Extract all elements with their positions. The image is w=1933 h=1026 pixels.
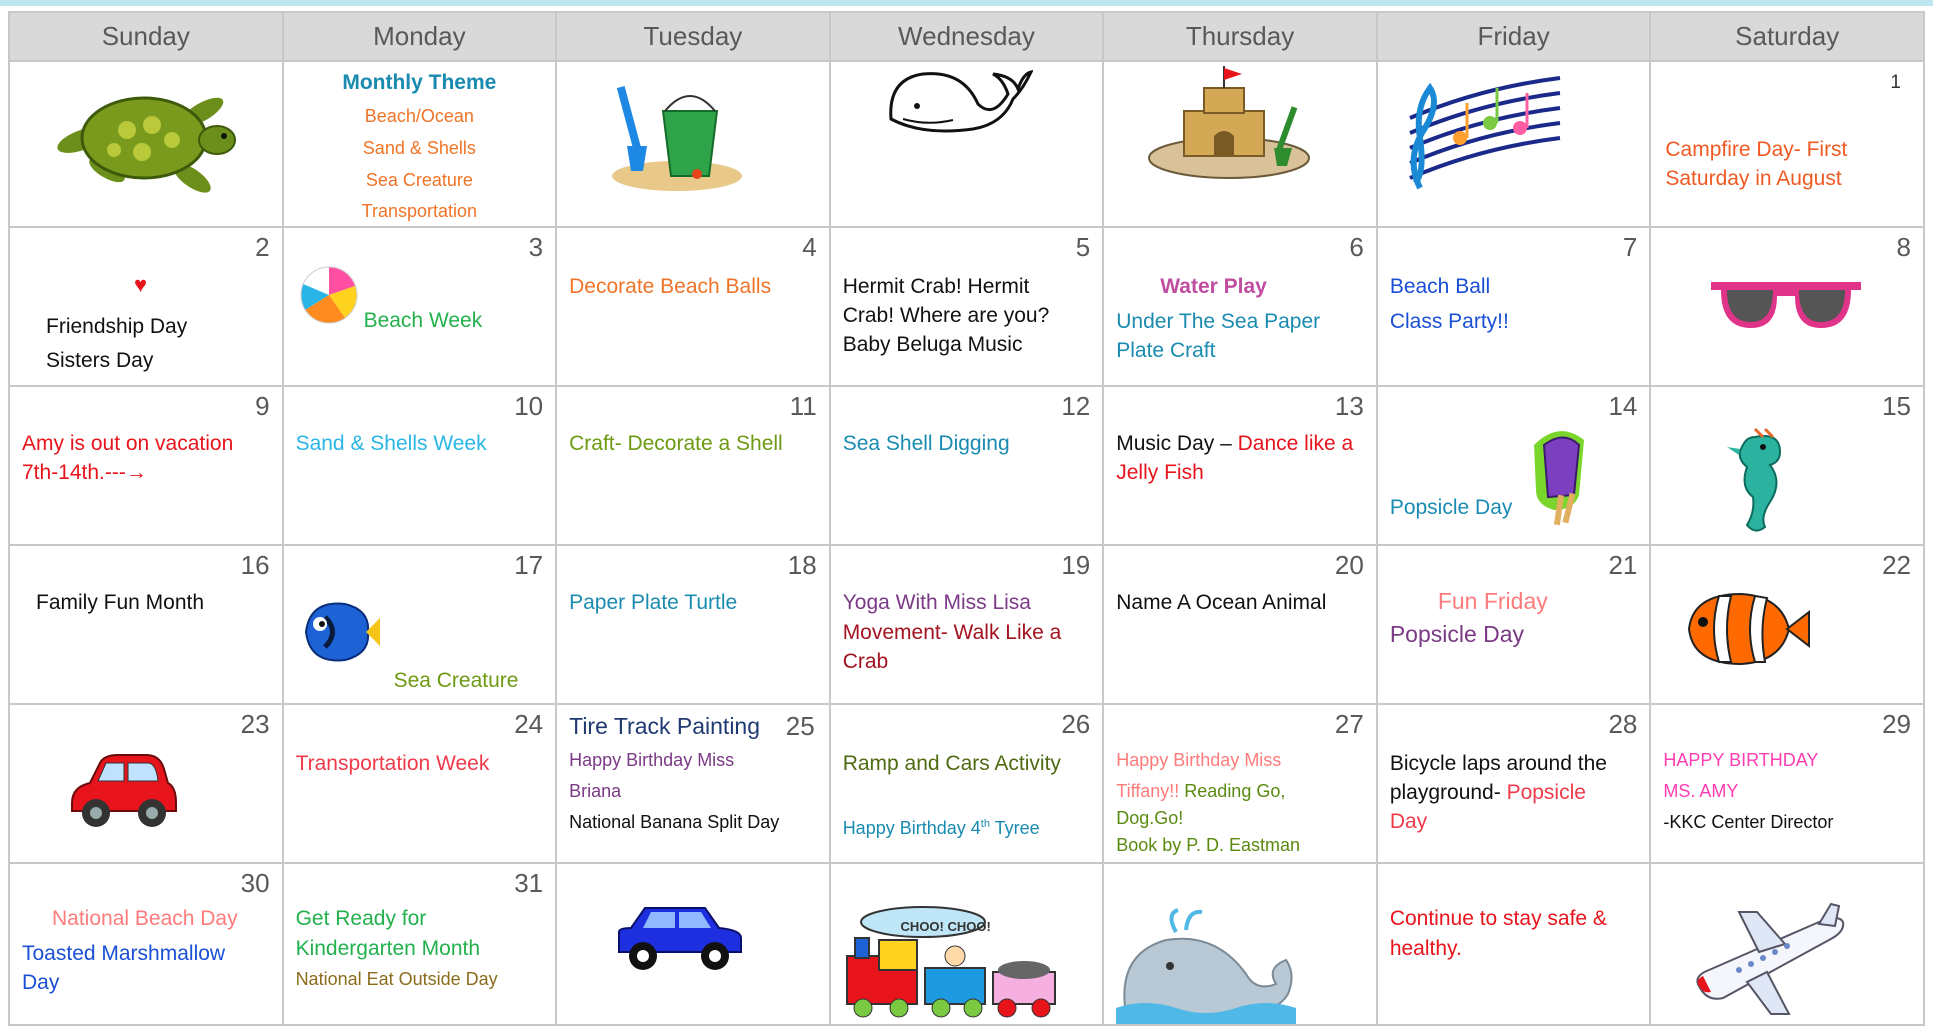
day-cell [9,704,283,863]
ordinal-suffix: th [980,818,990,830]
day-number: 19 [1061,550,1091,580]
header-tuesday: Tuesday [556,12,830,61]
event-text: MS. AMY [1663,781,1739,801]
event-text: Beach Ball [1389,275,1491,298]
sand-bucket-icon [605,76,745,196]
event-text-part: Reading Go, [1184,781,1286,801]
event-text: National Beach Day [52,907,238,930]
day-number: 7 [1622,232,1638,262]
event-text: Beach Week [363,309,483,332]
day-number: 9 [255,391,270,421]
event-text: Toasted Marshmallow [22,942,226,965]
day-cell [556,386,830,545]
event-text: Class Party!! [1389,310,1509,333]
day-cell [1103,545,1377,704]
day-cell [1650,386,1924,545]
day-cell [1103,227,1377,386]
music-notes-icon [1390,68,1570,198]
event-text: Under The Sea Paper [1116,310,1321,333]
event-text: Transportation Week [295,752,490,775]
event-text: National Banana Split Day [569,812,780,832]
blue-car-icon [615,902,745,976]
sunglasses-icon [1711,276,1861,332]
day-cell [830,61,1104,227]
day-cell [830,545,1104,704]
event-text: Crab [842,650,889,673]
event-text: Happy Birthday Miss [569,750,735,770]
event-text: Kindergarten Month [295,937,481,960]
week-row-6 [9,863,1924,1025]
event-text: Campfire Day- First [1665,138,1848,161]
week-row-5 [9,704,1924,863]
event-text-part: Music Day – [1116,432,1238,455]
header-friday: Friday [1377,12,1651,61]
airplane-icon [1689,902,1849,1022]
day-cell [283,227,557,386]
day-cell [283,704,557,863]
day-cell [1650,704,1924,863]
day-number: 11 [789,391,817,421]
day-cell [1650,545,1924,704]
event-text [1390,778,1586,808]
event-text: Friendship Day [46,315,188,338]
heart-icon: ♥ [134,272,148,297]
day-cell [830,227,1104,386]
event-text-part: Tyree [989,818,1040,838]
event-text: Bicycle laps around the [1389,752,1607,775]
clownfish-icon [1681,584,1811,674]
event-text: Family Fun Month [36,591,205,614]
day-number: 30 [240,868,270,898]
event-text [843,809,1040,843]
event-text: Jelly Fish [1116,461,1204,484]
day-cell [283,61,557,227]
day-cell [283,386,557,545]
header-wednesday: Wednesday [830,12,1104,61]
event-text: Sisters Day [46,349,154,372]
day-cell [1103,704,1377,863]
day-cell [830,863,1104,1025]
day-cell [1377,704,1651,863]
event-text: -KKC Center Director [1663,812,1834,832]
day-number: 18 [787,550,817,580]
sand-castle-icon [1144,66,1324,186]
day-number: 10 [514,391,544,421]
day-cell [1650,61,1924,227]
day-cell [1103,386,1377,545]
red-car-icon [68,747,178,833]
event-title: Fun Friday [1437,588,1548,614]
event-text: Briana [569,781,622,801]
week-row-2 [9,227,1924,386]
event-text: Continue to stay safe & [1389,907,1607,930]
day-number: 31 [514,868,544,898]
event-text-part: Happy Birthday 4 [842,818,981,838]
event-text: Plate Craft [1116,339,1216,362]
day-cell [830,704,1104,863]
weekday-header [9,12,1924,61]
event-text: Baby Beluga Music [842,333,1023,356]
event-text [1116,429,1353,459]
day-cell [283,863,557,1025]
event-text: Sea Shell Digging [842,432,1010,455]
week-row-4 [9,545,1924,704]
event-text: Paper Plate Turtle [569,591,738,614]
day-cell [556,227,830,386]
event-text: Ramp and Cars Activity [842,752,1061,775]
day-number: 26 [1061,709,1091,739]
day-number: 21 [1608,550,1638,580]
event-text-part: playground- [1389,781,1507,804]
day-number: 2 [255,232,270,262]
event-text: Amy is out on vacation [22,432,234,455]
event-text: Sea Creature [393,669,519,692]
day-number: 23 [240,709,270,739]
day-cell [1377,545,1651,704]
day-cell [1103,863,1377,1025]
monthly-theme-title: Monthly Theme [342,71,497,94]
day-cell [1103,61,1377,227]
day-number: 8 [1896,232,1911,262]
header-sunday: Sunday [9,12,283,61]
header-thursday: Thursday [1103,12,1377,61]
popsicle-icon [1524,425,1594,529]
day-number: 3 [528,232,544,262]
day-number: 16 [240,550,270,580]
day-number: 6 [1349,232,1364,262]
day-number: 13 [1334,391,1364,421]
event-text-part: Dance like a [1237,432,1354,455]
day-number: 4 [802,232,817,262]
theme-item: Beach/Ocean [364,106,474,126]
header-saturday: Saturday [1650,12,1924,61]
day-cell [1377,863,1651,1025]
week-row-1 [9,61,1924,227]
train-speech-label: CHOO! CHOO! [900,919,991,934]
event-text: Dog.Go! [1116,808,1184,828]
event-text: Day [1389,810,1428,833]
event-text: healthy. [1389,937,1462,960]
day-number: 12 [1061,391,1091,421]
event-text: Saturday in August [1665,167,1842,190]
event-text [1116,776,1285,806]
sea-turtle-icon [52,70,242,205]
day-cell [556,863,830,1025]
day-number: 1 [1890,72,1901,93]
day-number: 15 [1882,391,1911,421]
event-text: Hermit Crab! Hermit [842,275,1030,298]
theme-item: Transportation [361,201,478,221]
event-text: Crab! Where are you? [842,304,1050,327]
day-cell [9,61,283,227]
theme-item: Sand & Shells [362,138,476,158]
seahorse-icon [1725,427,1791,537]
day-number: 24 [514,709,544,739]
day-cell [1650,227,1924,386]
event-text: Popsicle Day [1389,496,1513,519]
event-text: Happy Birthday Miss [1116,750,1282,770]
day-number: 29 [1882,709,1911,739]
event-text-part: Popsicle [1506,781,1586,804]
day-number: 22 [1882,550,1911,580]
cartoon-whale-icon [1116,904,1316,1024]
day-cell [1377,227,1651,386]
event-text: Get Ready for [295,907,427,930]
day-number: 28 [1608,709,1638,739]
event-text-part: Tiffany!! [1116,781,1185,801]
day-cell [1377,61,1651,227]
week-row-3 [9,386,1924,545]
day-cell [9,545,283,704]
day-cell [1377,386,1651,545]
event-text: National Eat Outside Day [295,969,498,989]
day-cell [556,545,830,704]
day-number: 27 [1334,709,1364,739]
blue-tang-fish-icon [300,592,380,672]
day-cell [9,386,283,545]
day-cell [1650,863,1924,1025]
day-cell [9,227,283,386]
event-text: Popsicle Day [1389,621,1525,647]
event-text: Book by P. D. Eastman [1116,835,1301,855]
event-text: Day [22,971,60,994]
day-cell [830,386,1104,545]
event-text: HAPPY BIRTHDAY [1663,750,1819,770]
top-border [0,0,1933,6]
event-title: Water Play [1160,275,1267,298]
event-text: 7th-14th.---→ [22,461,147,484]
event-text: Movement- Walk Like a [842,621,1062,644]
event-text: Name A Ocean Animal [1116,591,1327,614]
day-cell [9,863,283,1025]
header-monday: Monday [283,12,557,61]
event-text: Decorate Beach Balls [569,275,772,298]
event-text: Craft- Decorate a Shell [569,432,783,455]
beach-ball-icon [300,266,358,324]
day-number: 20 [1334,550,1364,580]
day-number: 25 [785,711,815,741]
whale-outline-icon [883,64,1033,144]
day-number: 14 [1608,391,1638,421]
day-number: 17 [514,550,544,580]
event-text: Yoga With Miss Lisa [842,591,1031,614]
theme-item: Sea Creature [365,170,473,190]
day-cell [283,545,557,704]
day-cell [556,704,830,863]
event-text: Sand & Shells Week [295,432,487,455]
day-cell [556,61,830,227]
event-title: Tire Track Painting [569,713,761,739]
day-number: 5 [1075,232,1091,262]
calendar-grid [8,11,1925,1026]
